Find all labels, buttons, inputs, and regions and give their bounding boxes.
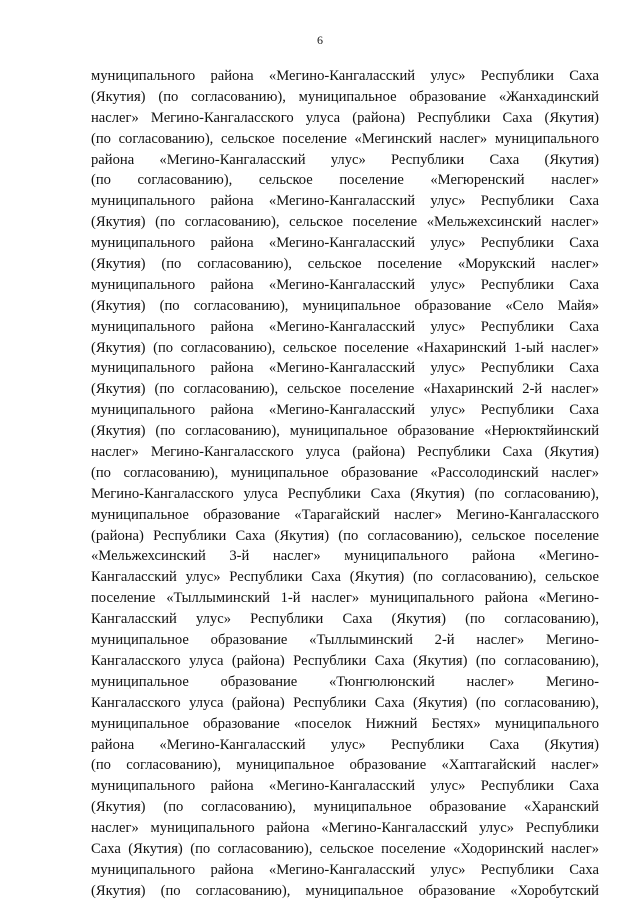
text-line: (Якутия) (по согласованию), сельское поселение «Мельжехсинский наслег» bbox=[91, 214, 599, 231]
text-line: муниципального района «Мегино-Кангаласский улус» Республики Саха bbox=[91, 402, 599, 419]
text-line: Кангаласского улуса (района) Республики Саха (Якутия) (по согласованию), bbox=[91, 652, 599, 669]
text-line: муниципальное образование «Тюнгюлюнский наслег» Мегино- bbox=[91, 673, 599, 690]
text-line: (Якутия) (по согласованию), муниципальное образование «Село Майя» bbox=[91, 297, 599, 314]
text-line: Кангаласский улус» Республики Саха (Якутия) (по согласованию), bbox=[91, 611, 599, 628]
text-line: муниципального района «Мегино-Кангаласский улус» Республики Саха bbox=[91, 318, 599, 335]
text-line: муниципального района «Мегино-Кангаласский улус» Республики Саха bbox=[91, 276, 599, 293]
text-line: муниципальное образование «Тыллыминский 2-й наслег» Мегино- bbox=[91, 632, 599, 649]
text-line: (Якутия) (по согласованию), сельское поселение «Морукский наслег» bbox=[91, 256, 599, 273]
text-line: муниципального района «Мегино-Кангаласский улус» Республики Саха bbox=[91, 360, 599, 377]
text-line: (Якутия) (по согласованию), сельское поселение «Нахаринский 2-й наслег» bbox=[91, 381, 599, 398]
text-line: района «Мегино-Кангаласский улус» Республики Саха (Якутия) bbox=[91, 736, 599, 753]
text-line: поселение «Тыллыминский 1-й наслег» муниципального района «Мегино- bbox=[91, 590, 599, 607]
text-line: муниципального района «Мегино-Кангаласский улус» Республики Саха bbox=[91, 778, 599, 795]
text-line: муниципального района «Мегино-Кангаласский улус» Республики Саха bbox=[91, 68, 599, 84]
text-line: муниципальное образование «Тарагайский наслег» Мегино-Кангаласского bbox=[91, 506, 599, 523]
text-line: муниципального района «Мегино-Кангаласский улус» Республики Саха bbox=[91, 235, 599, 252]
text-line: наслег» Мегино-Кангаласского улуса (района) Республики Саха (Якутия) bbox=[91, 109, 599, 126]
text-line: Кангаласский улус» Республики Саха (Якутия) (по согласованию), сельское bbox=[91, 569, 599, 586]
text-line: (Якутия) (по согласованию), муниципальное образование «Харанский bbox=[91, 799, 599, 816]
text-line: Мегино-Кангаласского улуса Республики Саха (Якутия) (по согласованию), bbox=[91, 485, 599, 502]
text-line: (по согласованию), сельское поселение «Мегинский наслег» муниципального bbox=[91, 130, 599, 147]
text-line: района «Мегино-Кангаласский улус» Республики Саха (Якутия) bbox=[91, 151, 599, 168]
text-line: (района) Республики Саха (Якутия) (по согласованию), сельское поселение bbox=[91, 527, 599, 544]
text-line: (по согласованию), муниципальное образование «Рассолодинский наслег» bbox=[91, 464, 599, 481]
text-line: (по согласованию), муниципальное образование «Хаптагайский наслег» bbox=[91, 757, 599, 774]
text-line: (по согласованию), сельское поселение «Мегюренский наслег» bbox=[91, 172, 599, 189]
text-line: Кангаласского улуса (района) Республики Саха (Якутия) (по согласованию), bbox=[91, 694, 599, 711]
page-number: 6 bbox=[317, 33, 323, 47]
text-line: муниципальное образование «поселок Нижний Бестях» муниципального bbox=[91, 715, 599, 732]
text-line: (Якутия) (по согласованию), муниципальное образование «Нерюктяйинский bbox=[91, 423, 599, 440]
text-line: наслег» Мегино-Кангаласского улуса (района) Республики Саха (Якутия) bbox=[91, 444, 599, 461]
body-text bbox=[91, 66, 599, 902]
text-line: Саха (Якутия) (по согласованию), сельское поселение «Ходоринский наслег» bbox=[91, 840, 599, 857]
text-line: (Якутия) (по согласованию), муниципальное образование «Хоробутский bbox=[91, 882, 599, 899]
text-line: «Мельжехсинский 3-й наслег» муниципального района «Мегино- bbox=[91, 548, 599, 565]
text-line: наслег» муниципального района «Мегино-Кангаласский улус» Республики bbox=[91, 820, 599, 837]
text-line: муниципального района «Мегино-Кангаласский улус» Республики Саха bbox=[91, 861, 599, 878]
text-line: муниципального района «Мегино-Кангаласский улус» Республики Саха bbox=[91, 193, 599, 210]
text-line: (Якутия) (по согласованию), муниципальное образование «Жанхадинский bbox=[91, 88, 599, 105]
text-line: (Якутия) (по согласованию), сельское поселение «Нахаринский 1-ый наслег» bbox=[91, 339, 599, 356]
